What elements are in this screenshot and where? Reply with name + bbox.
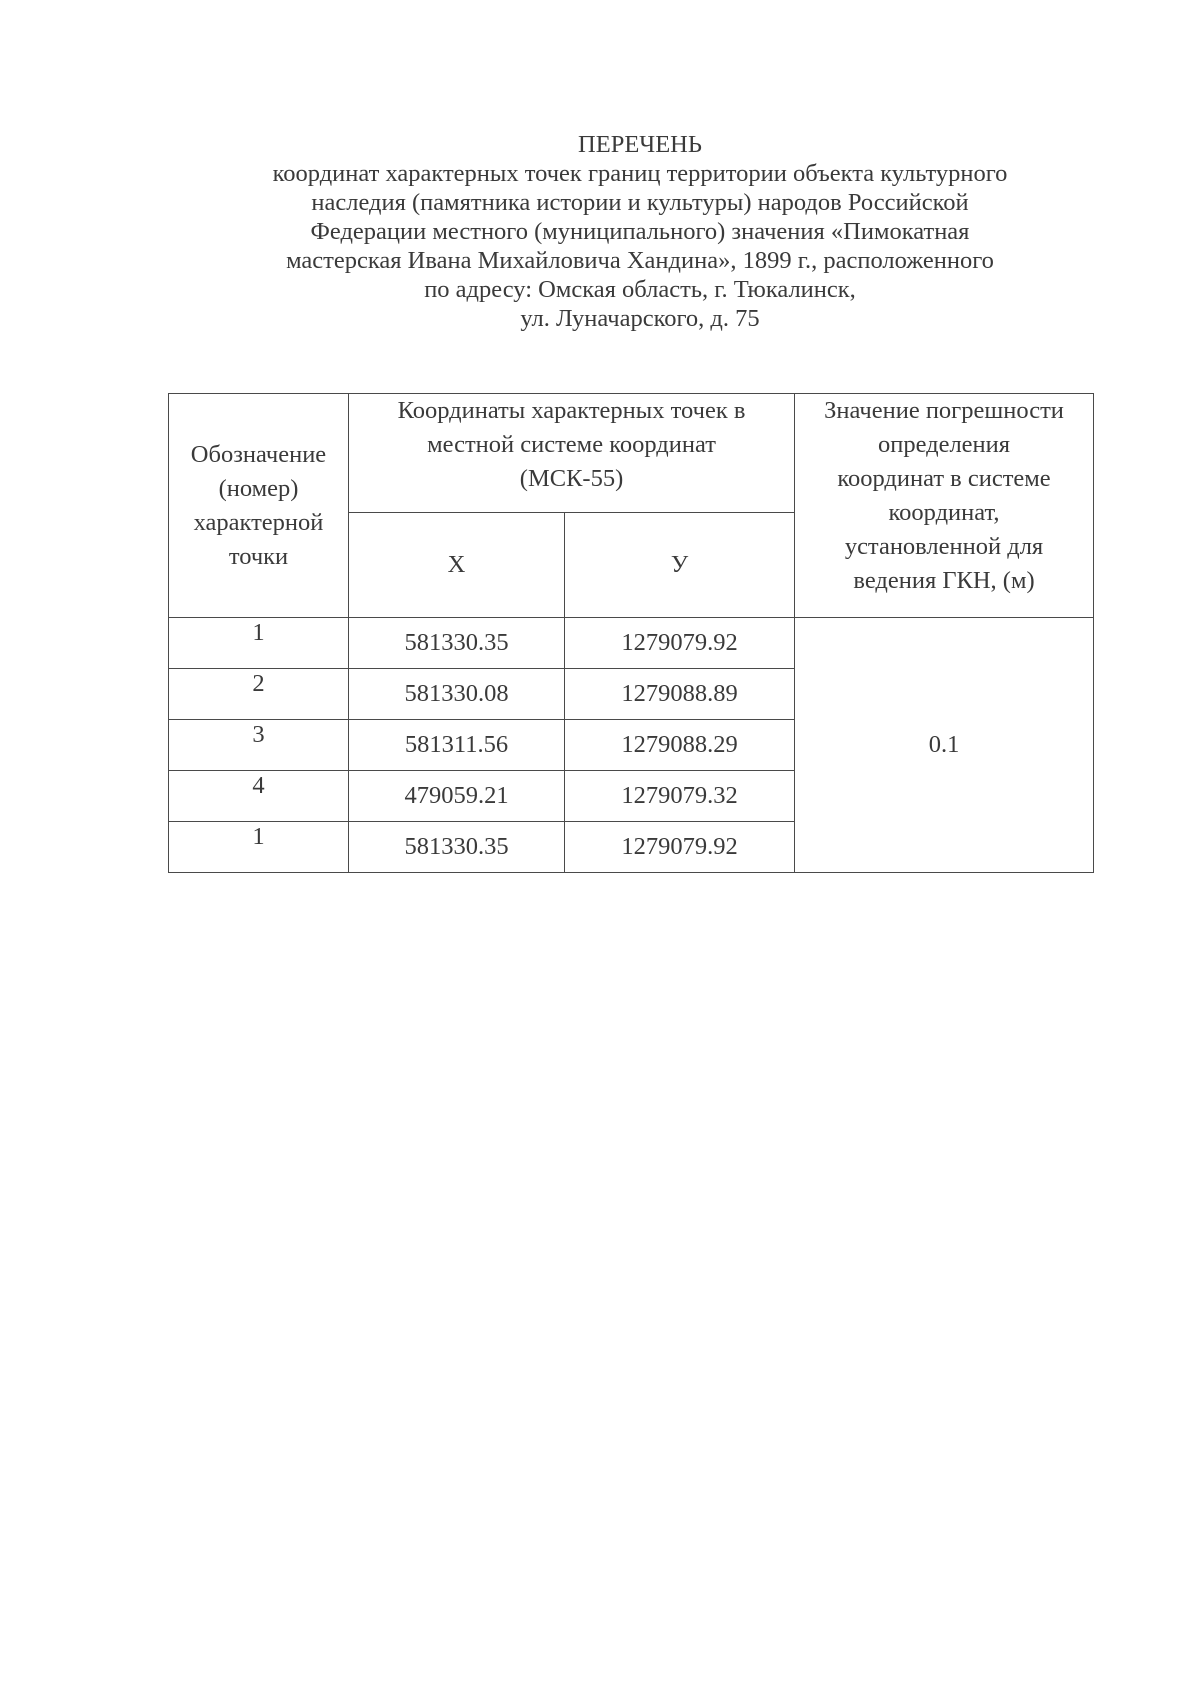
document-header [160,130,1120,333]
cell-point: 2 [169,669,349,720]
cell-x: 581330.35 [349,822,565,873]
cell-y: 1279088.89 [565,669,795,720]
subtitle-line-4: мастерская Ивана Михайловича Хандина», 1899 г., расположенного [286,247,994,274]
cell-y: 1279079.92 [565,822,795,873]
subtitle-line-2: наследия (памятника истории и культуры) народов Российской [311,189,969,216]
subtitle-line-3: Федерации местного (муниципального) значения «Пимокатная [310,218,970,245]
header-designation: Обозначение (номер) характерной точки [169,394,349,618]
document-title: ПЕРЕЧЕНЬ [578,131,702,158]
cell-error-value: 0.1 [795,618,1094,873]
cell-y: 1279079.92 [565,618,795,669]
header-y: У [565,513,795,618]
cell-x: 581311.56 [349,720,565,771]
cell-point: 1 [169,618,349,669]
cell-y: 1279088.29 [565,720,795,771]
subtitle-line-1: координат характерных точек границ территории объекта культурного [272,160,1008,187]
cell-x: 479059.21 [349,771,565,822]
header-error: Значение погрешности определения координат в системе координат, установленной для ведения ГКН, (м) [795,394,1094,618]
cell-x: 581330.08 [349,669,565,720]
table-row [169,618,1094,669]
cell-point: 4 [169,771,349,822]
table-header-row [169,394,1094,513]
subtitle-line-6: ул. Луначарского, д. 75 [520,305,760,332]
header-x: Х [349,513,565,618]
coordinates-table [168,393,1094,873]
cell-x: 581330.35 [349,618,565,669]
subtitle-line-5: по адресу: Омская область, г. Тюкалинск, [424,276,856,303]
header-coordinates: Координаты характерных точек в местной системе координат (МСК-55) [349,394,795,513]
cell-point: 3 [169,720,349,771]
cell-point: 1 [169,822,349,873]
cell-y: 1279079.32 [565,771,795,822]
